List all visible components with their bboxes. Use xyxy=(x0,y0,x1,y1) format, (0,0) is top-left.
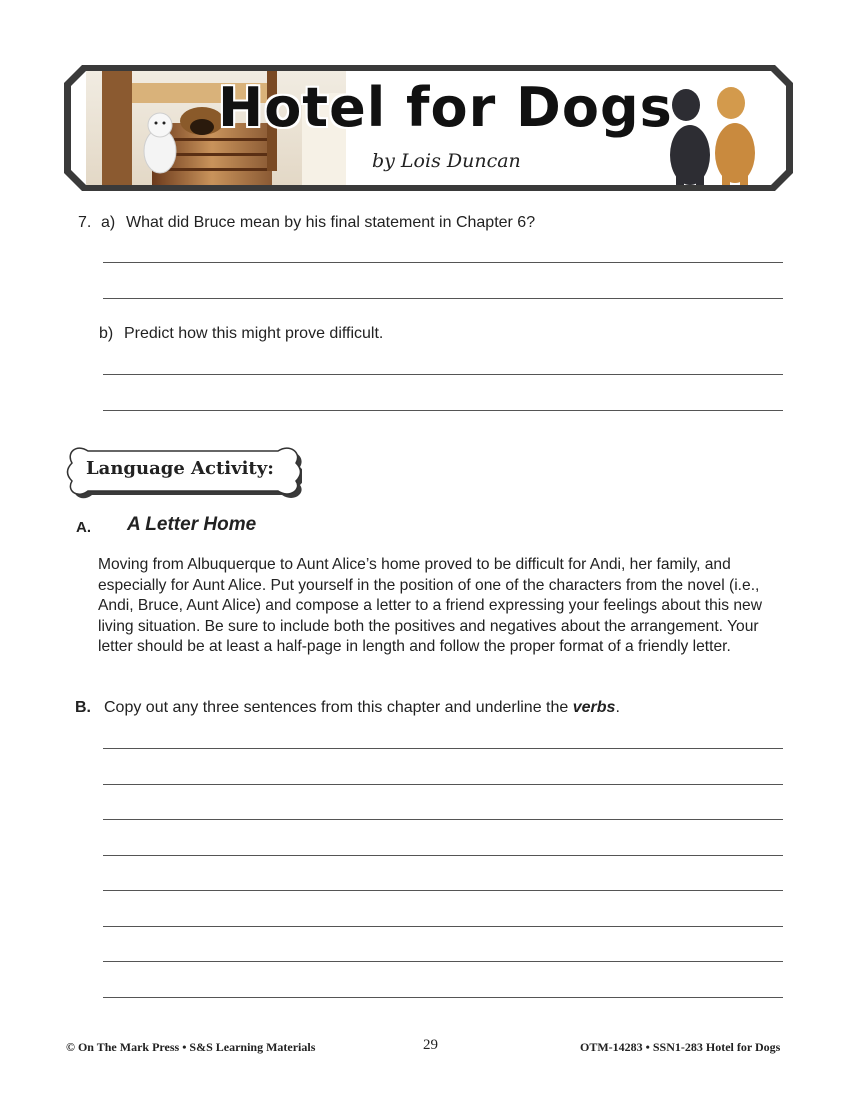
answer-line[interactable] xyxy=(103,784,783,785)
answer-line[interactable] xyxy=(103,819,783,820)
footer-copyright: © On The Mark Press • S&S Learning Materials xyxy=(66,1040,316,1054)
question-part-b-text: Predict how this might prove difficult. xyxy=(124,325,384,342)
section-a-title: A Letter Home xyxy=(127,514,257,535)
section-b-letter: B. xyxy=(75,699,91,716)
answer-line[interactable] xyxy=(103,374,783,375)
answer-line[interactable] xyxy=(103,926,783,927)
section-b-emphasis: verbs xyxy=(572,699,616,716)
answer-line[interactable] xyxy=(103,961,783,962)
answer-line[interactable] xyxy=(103,298,783,299)
language-activity-heading: Language Activity: xyxy=(86,458,274,479)
banner-title: Hotel for Dogs xyxy=(218,76,673,139)
question-part-b-label: b) xyxy=(99,325,114,342)
section-b-text: Copy out any three sentences from this chapter and underline the xyxy=(104,699,573,716)
section-b-text-end: . xyxy=(615,699,620,716)
answer-line[interactable] xyxy=(103,262,783,263)
question-part-a-label: a) xyxy=(101,214,116,231)
page-number: 29 xyxy=(423,1037,438,1053)
banner-author: by Lois Duncan xyxy=(372,150,521,172)
footer-product-code: OTM-14283 • SSN1-283 Hotel for Dogs xyxy=(580,1040,781,1054)
answer-line[interactable] xyxy=(103,997,783,998)
answer-line[interactable] xyxy=(103,855,783,856)
question-number: 7. xyxy=(78,214,92,231)
answer-line[interactable] xyxy=(103,890,783,891)
section-a-paragraph: Moving from Albuquerque to Aunt Alice’s home proved to be difficult for Andi, her family, and especially for Aunt Alice. Put yourself in the position of one of the characters from the novel (i.e., Andi, Bruce, Aunt Alice) and compose a letter to a friend expressing your feelings about this new living situation. Be sure to include both the positives and negatives about the arrangement. Your letter should be at least a half-page in length and follow the proper format of a friendly letter. xyxy=(98,556,762,655)
section-a-letter: A. xyxy=(76,519,91,536)
answer-line[interactable] xyxy=(103,410,783,411)
section-b-instruction xyxy=(104,699,620,717)
question-part-a-text: What did Bruce mean by his final statement in Chapter 6? xyxy=(126,214,536,231)
answer-line[interactable] xyxy=(103,748,783,749)
